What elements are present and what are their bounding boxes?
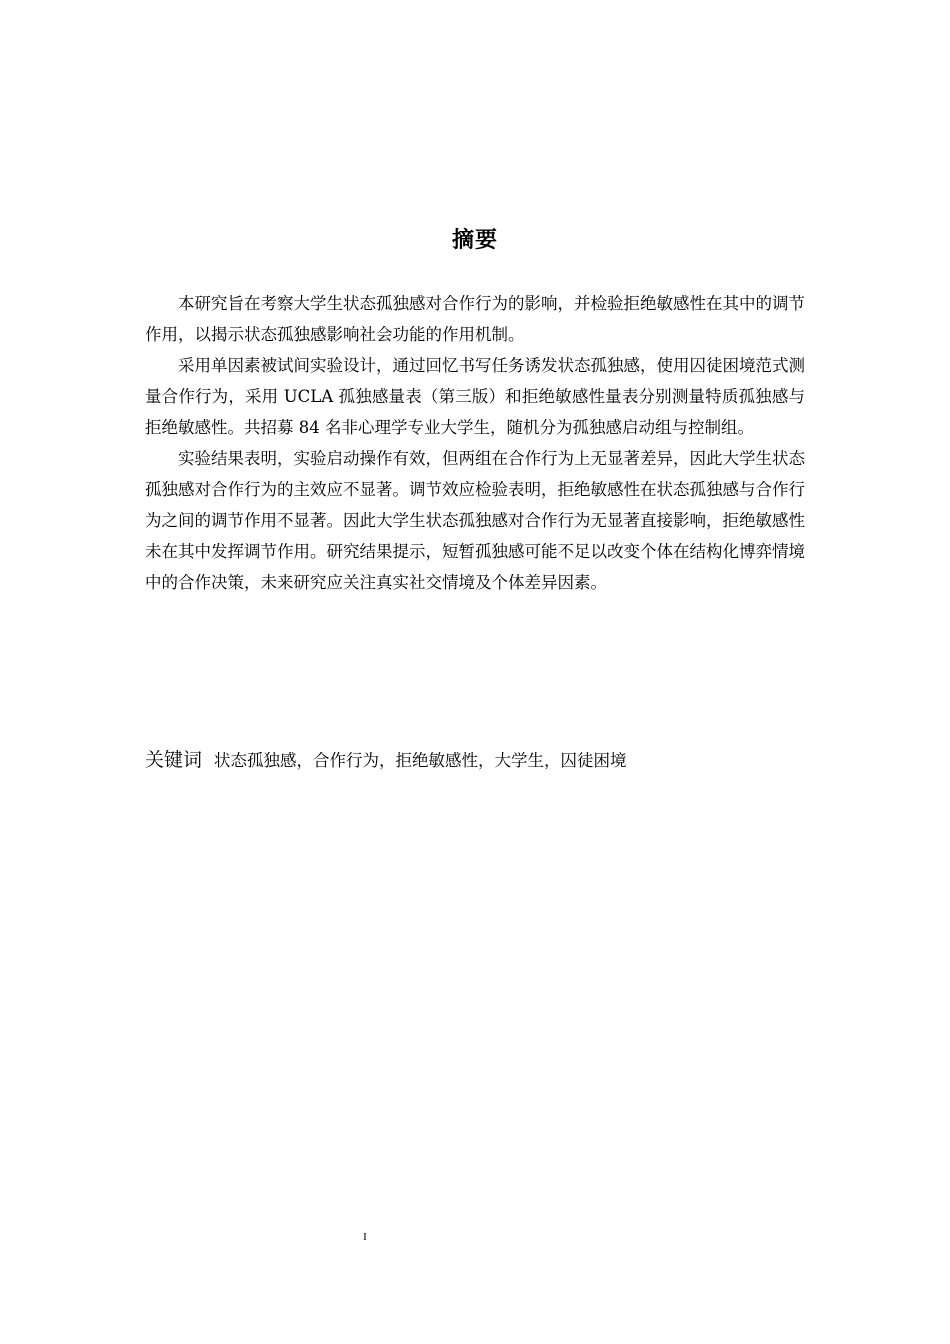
page-number: I	[363, 1231, 367, 1243]
abstract-paragraph-1: 本研究旨在考察大学生状态孤独感对合作行为的影响，并检验拒绝敏感性在其中的调节作用，以揭示状态孤独感影响社会功能的作用机制。	[145, 294, 805, 344]
abstract-paragraph-2: 采用单因素被试间实验设计，通过回忆书写任务诱发状态孤独感，使用囚徒困境范式测量合作行为，采用 UCLA 孤独感量表（第三版）和拒绝敏感性量表分别测量特质孤独感与拒绝敏感性。共招募 84 名非心理学专业大学生，随机分为孤独感启动组与控制组。	[145, 356, 805, 437]
abstract-paragraph-3: 实验结果表明，实验启动操作有效，但两组在合作行为上无显著差异，因此大学生状态孤独感对合作行为的主效应不显著。调节效应检验表明，拒绝敏感性在状态孤独感与合作行为之间的调节作用不显著。因此大学生状态孤独感对合作行为无显著直接影响，拒绝敏感性未在其中发挥调节作用。研究结果提示，短暂孤独感可能不足以改变个体在结构化博弈情境中的合作决策，未来研究应关注真实社交情境及个体差异因素。	[145, 449, 805, 592]
keywords-text: 状态孤独感，合作行为，拒绝敏感性，大学生，囚徒困境	[214, 751, 627, 770]
abstract-title: 摘要	[451, 228, 498, 253]
abstract-body	[145, 288, 805, 598]
keywords-line	[145, 744, 805, 777]
keywords-label: 关键词	[145, 749, 203, 771]
